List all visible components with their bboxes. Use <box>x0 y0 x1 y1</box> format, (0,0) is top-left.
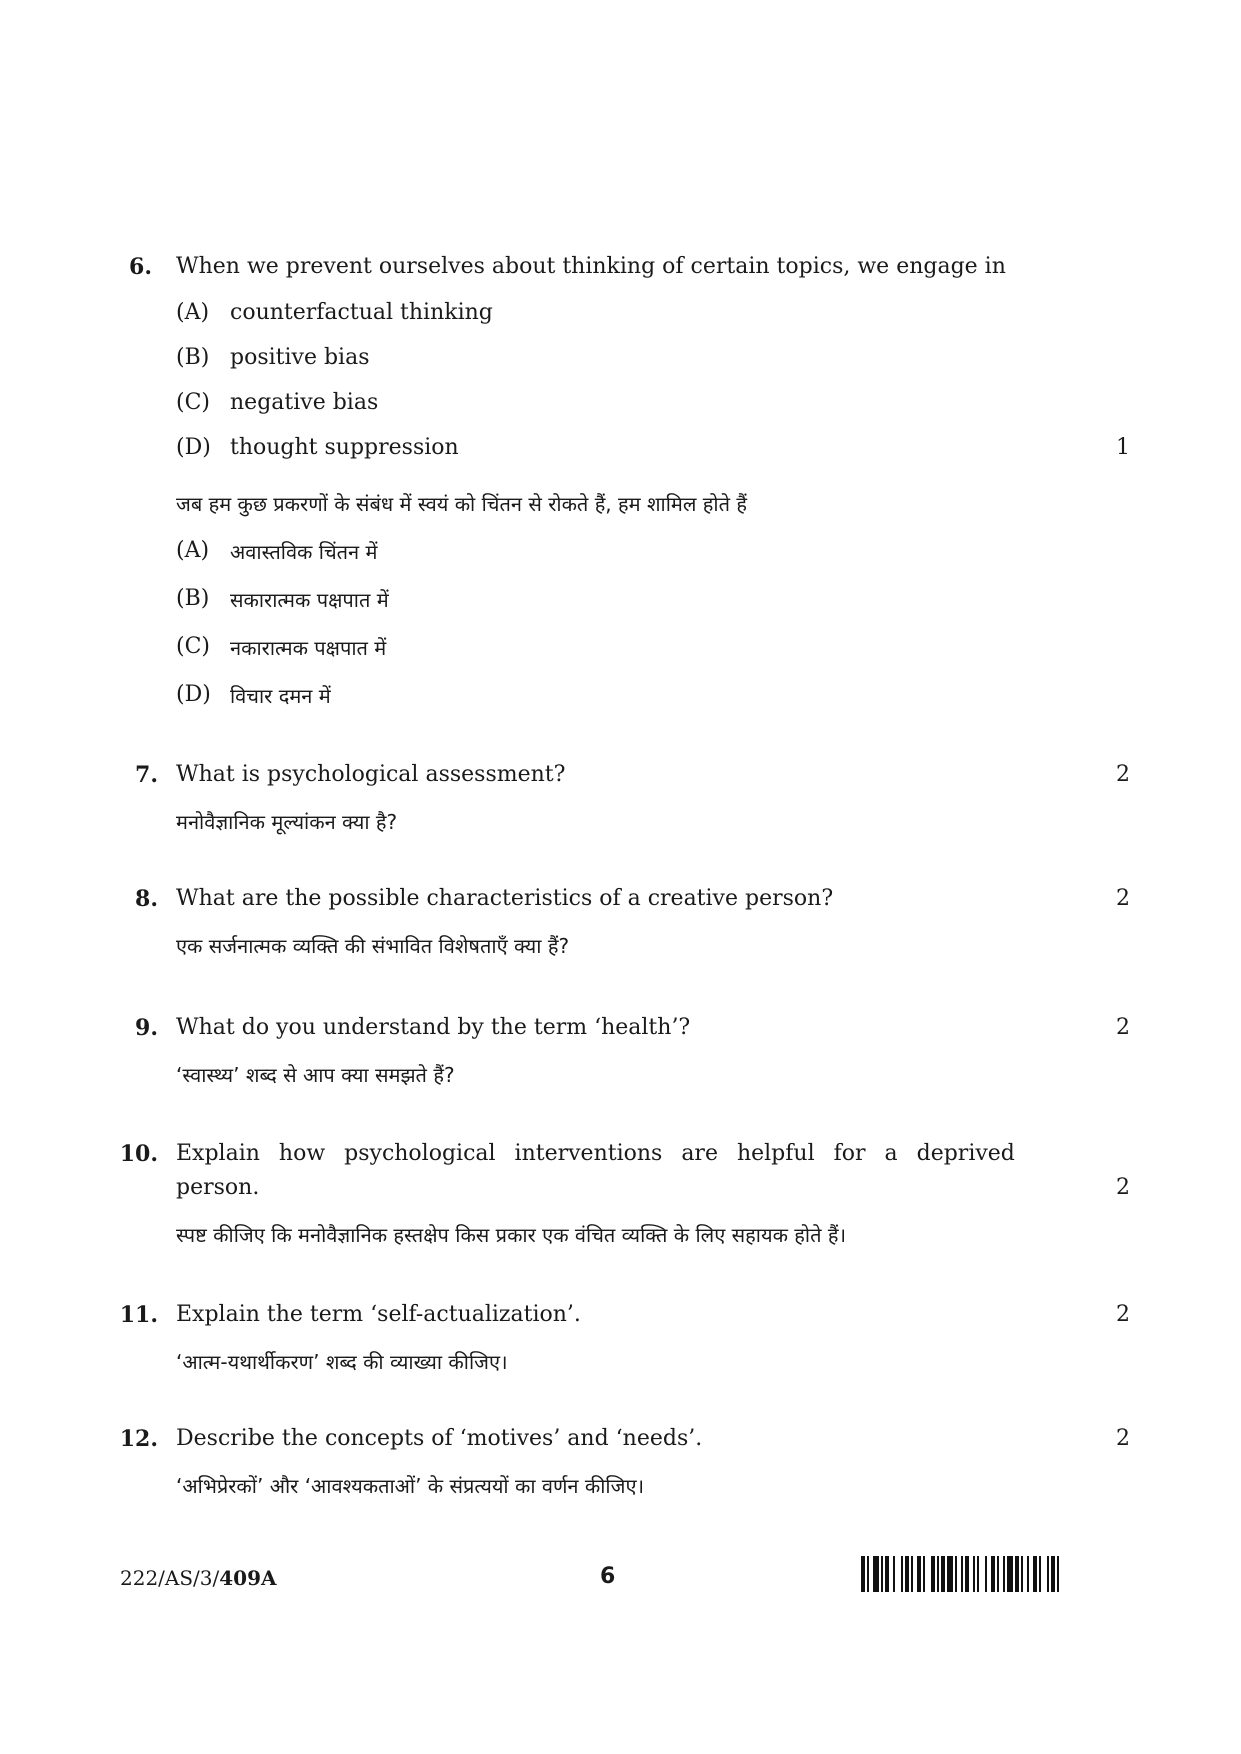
barcode <box>861 1556 1125 1592</box>
question-text: What do you understand by the term ‘health’? <box>176 1015 691 1040</box>
option-letter: (B) <box>176 345 210 370</box>
question-number: 11. <box>119 1302 158 1328</box>
option-text-hindi: नकारात्मक पक्षपात में <box>230 636 387 660</box>
question-number: 9. <box>135 1015 158 1041</box>
marks: 1 <box>1116 435 1130 460</box>
question-number: 6. <box>129 254 152 280</box>
marks: 2 <box>1116 762 1130 787</box>
question-text-hindi: एक सर्जनात्मक व्यक्ति की संभावित विशेषताएँ क्या हैं? <box>176 934 570 958</box>
marks: 2 <box>1116 1426 1130 1451</box>
option-letter: (C) <box>176 634 210 659</box>
question-text-hindi: स्पष्ट कीजिए कि मनोवैज्ञानिक हस्तक्षेप किस प्रकार एक वंचित व्यक्ति के लिए सहायक होते हैं। <box>176 1223 847 1247</box>
page-number: 6 <box>600 1564 616 1589</box>
option-text: thought suppression <box>230 435 459 460</box>
paper-code-suffix: 409A <box>219 1566 277 1590</box>
question-text-continued: person. <box>176 1175 260 1200</box>
question-text: What is psychological assessment? <box>176 762 566 787</box>
option-text-hindi: अवास्तविक चिंतन में <box>230 540 378 564</box>
question-text-hindi: ‘अभिप्रेरकों’ और ‘आवश्यकताओं’ के संप्रत्ययों का वर्णन कीजिए। <box>176 1474 645 1498</box>
option-text: positive bias <box>230 345 370 370</box>
question-text-hindi: मनोवैज्ञानिक मूल्यांकन क्या है? <box>176 810 398 834</box>
marks: 2 <box>1116 1302 1130 1327</box>
option-letter: (D) <box>176 682 211 707</box>
question-text: Explain the term ‘self-actualization’. <box>176 1302 581 1327</box>
paper-code-prefix: 222/AS/3/ <box>120 1566 220 1590</box>
question-text: Explain how psychological interventions are helpful for a deprived <box>176 1141 1015 1166</box>
option-text: counterfactual thinking <box>230 300 493 325</box>
option-letter: (B) <box>176 586 210 611</box>
paper-code <box>120 1566 277 1590</box>
question-text-hindi: जब हम कुछ प्रकरणों के संबंध में स्वयं को चिंतन से रोकते हैं, हम शामिल होते हैं <box>176 492 747 516</box>
question-text-hindi: ‘स्वास्थ्य’ शब्द से आप क्या समझते हैं? <box>176 1063 455 1087</box>
option-text: negative bias <box>230 390 379 415</box>
question-text-hindi: ‘आत्म-यथार्थीकरण’ शब्द की व्याख्या कीजिए। <box>176 1350 508 1374</box>
option-letter: (A) <box>176 538 210 563</box>
question-text: What are the possible characteristics of a creative person? <box>176 886 834 911</box>
question-number: 12. <box>119 1426 158 1452</box>
question-text: Describe the concepts of ‘motives’ and ‘needs’. <box>176 1426 703 1451</box>
option-letter: (A) <box>176 300 210 325</box>
option-text-hindi: सकारात्मक पक्षपात में <box>230 588 389 612</box>
question-number: 7. <box>135 762 158 788</box>
option-letter: (C) <box>176 390 210 415</box>
question-number: 8. <box>135 886 158 912</box>
option-text-hindi: विचार दमन में <box>230 684 331 708</box>
marks: 2 <box>1116 886 1130 911</box>
marks: 2 <box>1116 1175 1130 1200</box>
marks: 2 <box>1116 1015 1130 1040</box>
question-number: 10. <box>119 1141 158 1167</box>
option-letter: (D) <box>176 435 211 460</box>
question-text: When we prevent ourselves about thinking of certain topics, we engage in <box>176 254 1006 279</box>
